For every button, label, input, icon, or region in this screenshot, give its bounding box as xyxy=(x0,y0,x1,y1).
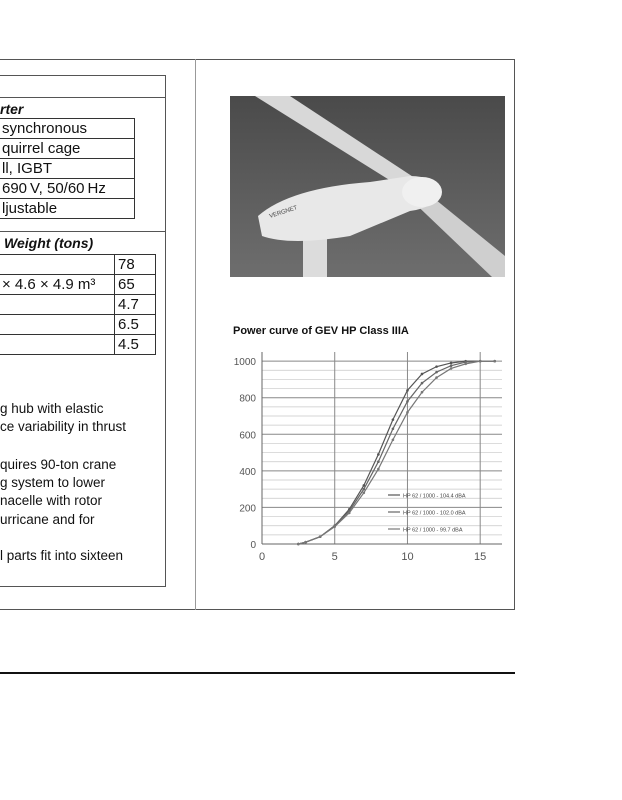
table-cell xyxy=(0,255,115,275)
data-point xyxy=(377,453,380,456)
table-cell: 78 xyxy=(115,255,156,275)
table-row xyxy=(0,255,156,275)
table-row xyxy=(0,119,135,139)
table-cell: 690 V, 50/60 Hz xyxy=(0,179,135,199)
x-tick-label: 15 xyxy=(474,551,487,563)
y-tick-label: 800 xyxy=(239,393,256,405)
paragraph-line: quires 90-ton crane xyxy=(0,457,117,472)
converter-heading: rter xyxy=(0,101,24,117)
power-curve-chart xyxy=(226,344,506,576)
data-point xyxy=(363,488,366,491)
legend-entry: HP 62 / 1000 - 99.7 dBA xyxy=(403,527,463,534)
table-cell: × 4.6 × 4.9 m³ xyxy=(0,275,115,295)
data-point xyxy=(464,363,467,366)
rotor-hub xyxy=(402,177,442,207)
table-cell: ljustable xyxy=(0,199,135,219)
data-point xyxy=(450,367,453,370)
bottom-rule xyxy=(0,672,515,674)
table-row xyxy=(0,315,156,335)
data-point xyxy=(450,364,453,367)
data-point xyxy=(406,411,409,414)
paragraph-line: g system to lower xyxy=(0,475,106,490)
data-point xyxy=(392,428,395,431)
table-cell: quirrel cage xyxy=(0,139,135,159)
data-point xyxy=(421,391,424,394)
paragraph-line: l parts fit into sixteen xyxy=(0,548,124,563)
table-row xyxy=(0,139,135,159)
data-point xyxy=(297,543,300,546)
data-point xyxy=(435,365,438,368)
converter-table xyxy=(0,118,135,219)
section-rule xyxy=(0,231,165,232)
data-point xyxy=(377,460,380,463)
paragraph-line: g hub with elastic xyxy=(0,401,104,416)
y-tick-label: 0 xyxy=(250,540,256,551)
table-cell: 65 xyxy=(115,275,156,295)
weight-table xyxy=(0,254,156,355)
legend-entry: HP 62 / 1000 - 104.4 dBA xyxy=(403,493,466,500)
panel-header-rule xyxy=(0,97,165,98)
x-tick-label: 5 xyxy=(331,551,338,563)
y-tick-label: 1000 xyxy=(233,357,256,369)
table-row xyxy=(0,335,156,355)
table-cell: synchronous xyxy=(0,119,135,139)
data-point xyxy=(435,376,438,379)
column-divider xyxy=(195,59,196,610)
turbine-photo xyxy=(230,96,505,277)
data-point xyxy=(319,535,322,538)
nacelle-logo: VERGNET xyxy=(268,205,299,220)
x-tick-label: 0 xyxy=(258,551,266,563)
table-cell: 4.5 xyxy=(115,335,156,355)
table-row xyxy=(0,159,135,179)
y-tick-label: 200 xyxy=(239,503,256,515)
table-cell xyxy=(0,315,115,335)
data-point xyxy=(377,468,380,471)
data-point xyxy=(304,541,307,544)
paragraph-line: ce variability in thrust xyxy=(0,419,127,434)
data-point xyxy=(479,360,482,363)
table-cell: ll, IGBT xyxy=(0,159,135,179)
data-point xyxy=(435,371,438,374)
table-row xyxy=(0,199,135,219)
chart-title: Power curve of GEV HP Class IIIA xyxy=(233,325,409,337)
data-point xyxy=(333,525,336,528)
paragraph-line: urricane and for xyxy=(0,512,95,527)
data-point xyxy=(421,373,424,376)
table-row xyxy=(0,295,156,315)
table-cell xyxy=(0,295,115,315)
paragraph-line: nacelle with rotor xyxy=(0,493,103,508)
y-tick-label: 600 xyxy=(239,430,256,442)
x-tick-label: 10 xyxy=(401,551,414,563)
table-cell xyxy=(0,335,115,355)
legend-entry: HP 62 / 1000 - 102.0 dBA xyxy=(403,510,466,517)
data-point xyxy=(406,389,409,392)
data-point xyxy=(363,492,366,495)
data-point xyxy=(450,362,453,365)
data-point xyxy=(392,418,395,421)
weight-heading: Weight (tons) xyxy=(4,235,94,251)
data-point xyxy=(493,360,496,363)
tower xyxy=(303,236,327,277)
table-row xyxy=(0,179,135,199)
table-cell: 4.7 xyxy=(115,295,156,315)
data-point xyxy=(406,400,409,403)
data-point xyxy=(348,512,351,515)
table-row xyxy=(0,275,156,295)
data-point xyxy=(421,382,424,385)
y-tick-label: 400 xyxy=(239,466,256,478)
turbine-illustration xyxy=(230,96,505,277)
table-cell: 6.5 xyxy=(115,315,156,335)
data-point xyxy=(392,438,395,441)
